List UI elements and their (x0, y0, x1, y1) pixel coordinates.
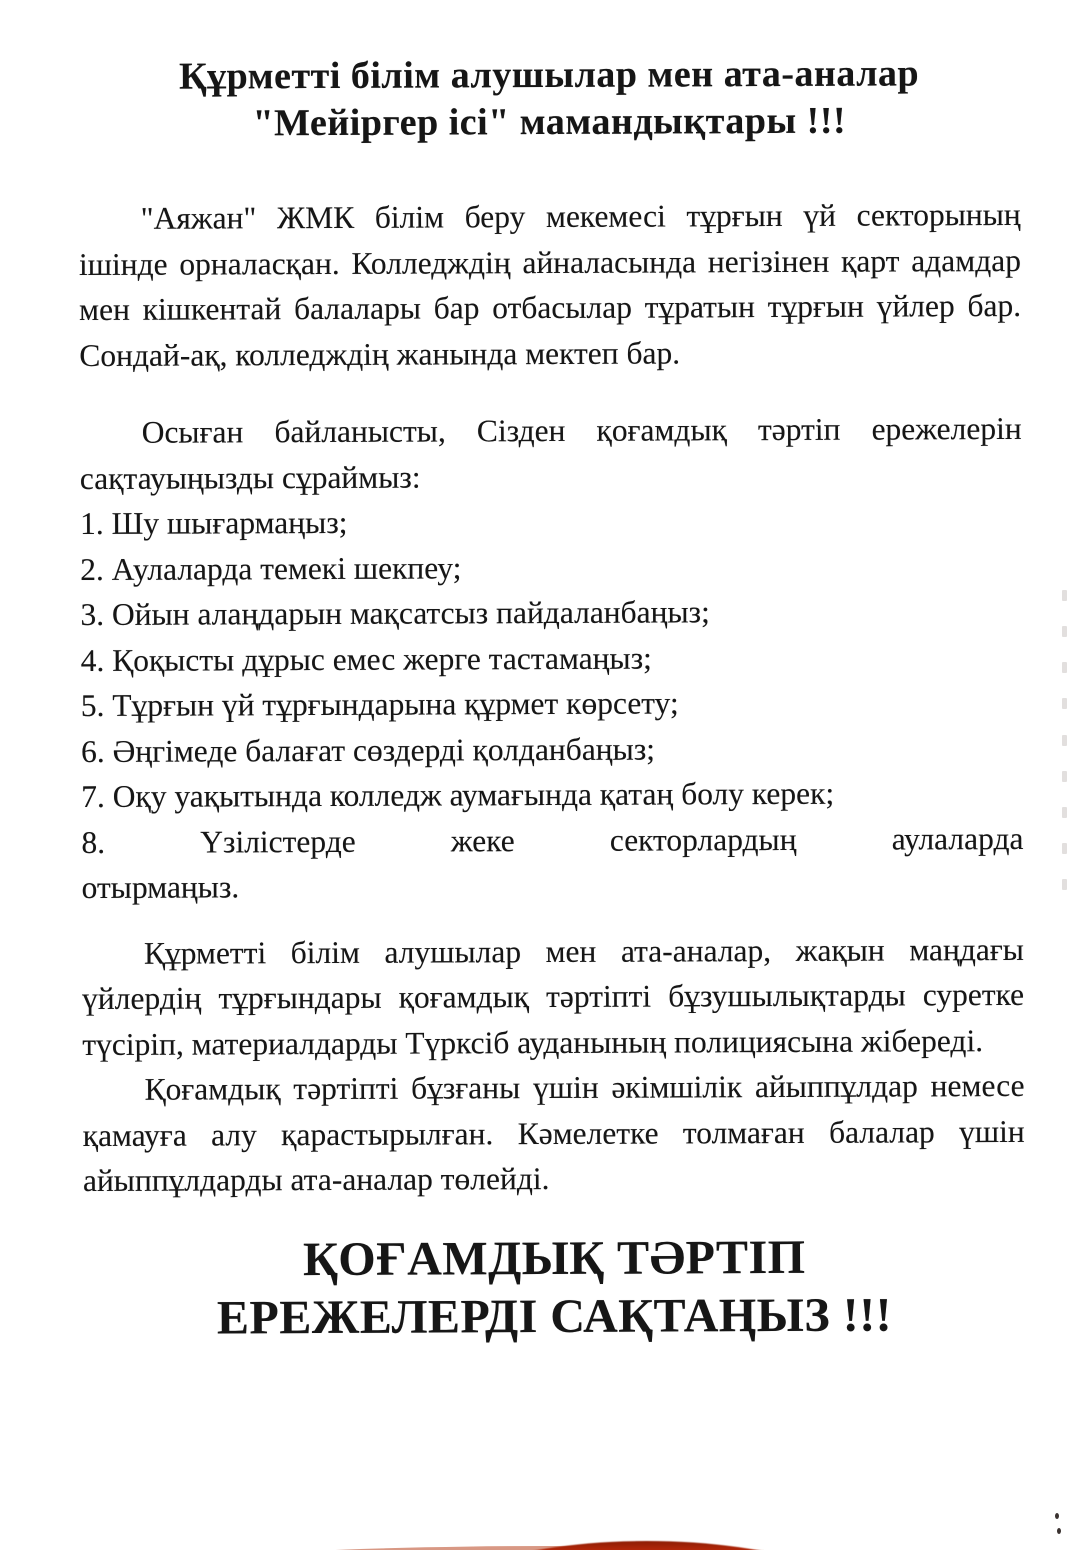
rule-item-6: 6. Әңгімеде балағат сөздерді қолданбаңыз; (80, 731, 656, 769)
footer-slogan-line1: ҚОҒАМДЫҚ ТӘРТІП (302, 1230, 806, 1286)
rule-item-3: 3. Ойын алаңдарын мақсатсыз пайдаланбаңыз; (80, 594, 710, 633)
rules-list (80, 497, 1024, 911)
scan-bleed-marks (1062, 590, 1070, 890)
rule-item-2: 2. Аулаларда темекі шекпеу; (80, 549, 462, 587)
rule-item-8: 8. Үзілістерде жеке секторлардың аулаларда отырмаңыз. (81, 820, 1024, 906)
rule-item-7: 7. Оқу уақытында колледж аумағында қатаң болу керек; (81, 775, 835, 815)
rule-item-5: 5. Тұрғын үй тұрғындарына құрмет көрсету; (80, 685, 679, 724)
rule-item-1: 1. Шу шығармаңыз; (79, 504, 348, 542)
intro-paragraph: "Аяжан" ЖМК білім беру мекемесі тұрғын үй секторының ішінде орналасқан. Колледждің айналасында негізінен қарт адамдар мен кішкентай балалары бар отбасылар тұратын тұрғын үйлер бар. Сондай-ақ, колледждің жанында мектеп бар. (78, 196, 1022, 373)
footer-slogan (83, 1227, 1025, 1347)
footer-slogan-line2: ЕРЕЖЕЛЕРДІ САҚТАҢЫЗ !!! (216, 1288, 893, 1344)
scan-speck (1057, 1528, 1061, 1534)
penalty-paragraph: Қоғамдық тәртіпті бұзғаны үшін әкімшілік айыппұлдар немесе қамауға алу қарастырылған. Кәмелетке толмаған балалар үшін айыппұлдарды ата-аналар төлейді. (82, 1067, 1025, 1199)
warning-paragraph: Құрметті білім алушылар мен ата-аналар, жақын маңдағы үйлердің тұрғындары қоғамдық тәртіпті бұзушылықтарды суретке түсіріп, материалдарды Түрксіб ауданының полициясына жібереді. (82, 931, 1025, 1062)
notice-title-line2: "Мейіргер ісі" мамандықтары !!! (252, 99, 847, 145)
scan-speck (1055, 1513, 1059, 1519)
notice-content (78, 50, 1026, 1348)
rules-intro-paragraph: Осыған байланысты, Сізден қоғамдық тәртіп ережелерін сақтауыңызды сұраймыз: (79, 410, 1022, 496)
notice-title-line1: Құрметті білім алушылар мен ата-аналар (178, 52, 920, 98)
notice-title (78, 50, 1020, 148)
rule-item-4: 4. Қоқысты дұрыс емес жерге тастамаңыз; (80, 640, 652, 678)
